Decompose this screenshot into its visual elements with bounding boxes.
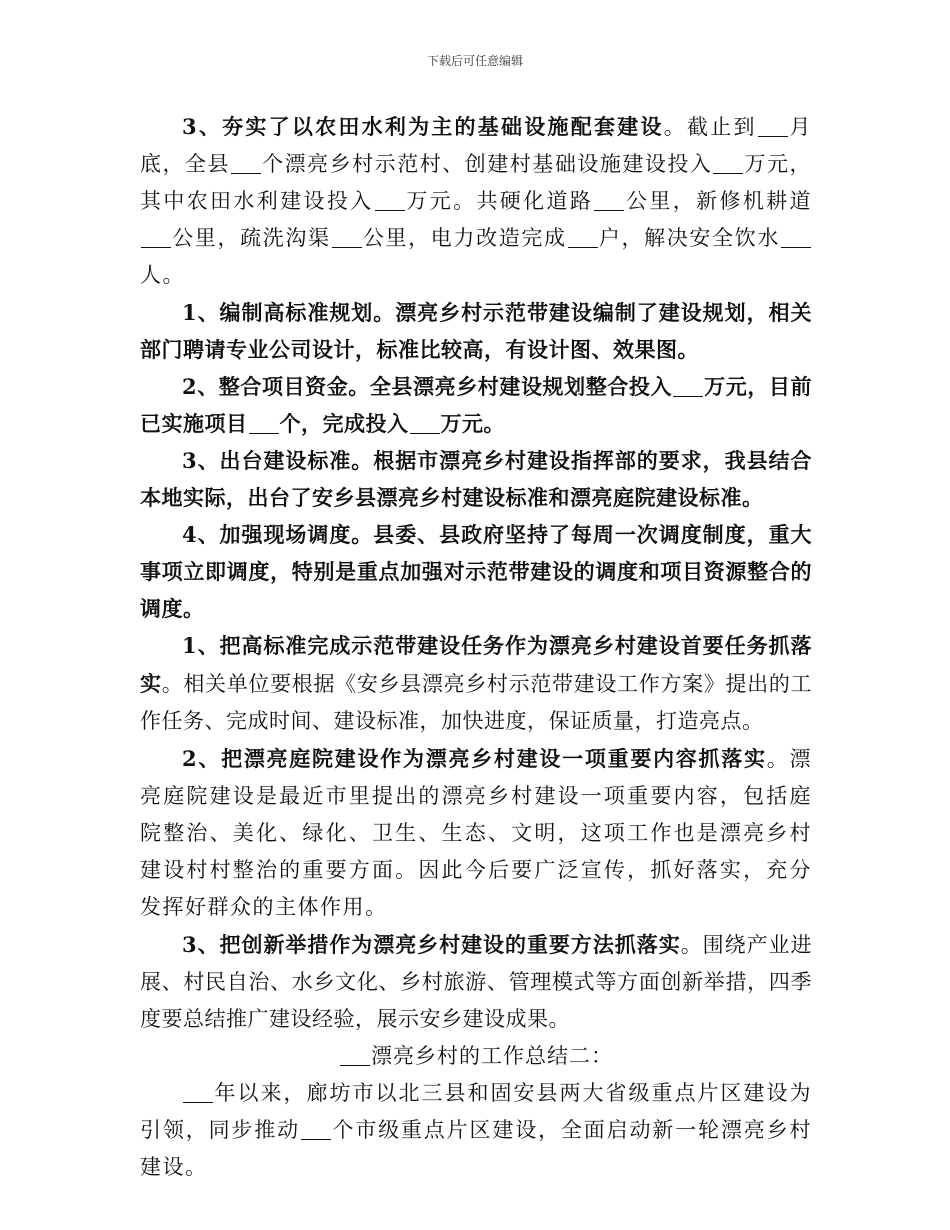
paragraph-text: 。漂亮庭院建设是最近市里提出的漂亮乡村建设一项重要内容，包括庭院整治、美化、绿化、卫生、生态、文明，这项工作也是漂亮乡村建设村村整治的重要方面。因此今后要广泛宣传，抓好落实，充分发挥好群众的主体作用。 [140,747,812,919]
paragraph-standards: 3、出台建设标准。根据市漂亮乡村建设指挥部的要求，我县结合本地实际，出台了安乡县漂亮乡村建设标准和漂亮庭院建设标准。 [140,448,812,510]
section-title-text: 漂亮乡村的工作总结二： [371,1044,613,1068]
page-header: 下载后可任意编辑 [426,54,523,68]
paragraph-text: 万元，目前已实施项目 [140,374,812,436]
paragraph-innovation [140,926,812,1038]
paragraph-heading: 3、夯实了以农田水利为主的基础设施配套建设 [182,114,664,139]
paragraph-text: 个市级重点片区建设，全面启动新一轮漂亮乡村建设。 [140,1118,812,1179]
paragraph-text: 万元，其中农田水利建设投入 [140,152,813,213]
paragraph-text: 万元。共硬化道路 [405,189,594,213]
blank-field [340,1045,370,1066]
paragraph-heading: 3、把创新举措作为漂亮乡村建设的重要方法抓落实 [182,932,681,957]
paragraph-langfang [140,1075,812,1186]
blank-field [713,153,743,174]
paragraph-text: 2、整合项目资金。全县漂亮乡村建设规划整合投入 [182,374,673,399]
paragraph-text: 。围绕产业进展、村民自治、水乡文化、乡村旅游、管理模式等方面创新举措，四季度要总结推广建设经验，展示安乡建设成果。 [140,933,812,1031]
paragraph-text: 户，解决安全饮水 [598,226,781,250]
paragraph-text: 公里，新修机耕道 [625,189,813,213]
paragraph-text: 月底，全县 [140,115,812,176]
blank-field [594,190,624,211]
paragraph-funding [140,368,812,442]
blank-field [301,1119,331,1140]
section-title [140,1038,812,1075]
blank-field [183,1082,213,1103]
blank-field [758,116,788,137]
document-body [140,108,812,1186]
blank-field [375,190,405,211]
paragraph-scheduling: 4、加强现场调度。县委、县政府坚持了每周一次调度制度，重大事项立即调度，特别是重点加强对示范带建设的调度和项目资源整合的调度。 [140,522,812,621]
paragraph-infrastructure [140,108,812,294]
blank-field [568,227,598,248]
paragraph-text: 。截止到 [663,115,757,139]
paragraph-text: 人。 [140,263,185,287]
paragraph-heading: 1、把高标准完成示范带建设任务作为漂亮乡村建设首要任务抓落实 [140,633,812,696]
paragraph-courtyard [140,740,812,926]
paragraph-text: 万元。 [440,411,505,436]
blank-field [673,376,703,397]
paragraph-text: 年以来，廊坊市以北三县和固安县两大省级重点片区建设为引领，同步推动 [140,1081,812,1142]
paragraph-text: 个漂亮乡村示范村、创建村基础设施建设投入 [262,152,713,176]
blank-field [332,227,362,248]
blank-field [410,413,440,434]
paragraph-planning: 1、编制高标准规划。漂亮乡村示范带建设编制了建设规划，相关部门聘请专业公司设计，标准比较高，有设计图、效果图。 [140,300,812,362]
paragraph-text: 公里，疏洗沟渠 [172,226,331,250]
blank-field [141,227,171,248]
blank-field [249,413,279,434]
blank-field [781,227,811,248]
paragraph-demonstration-belt [140,627,812,740]
blank-field [231,153,261,174]
paragraph-text: 。相关单位要根据《安乡县漂亮乡村示范带建设工作方案》提出的工作任务、完成时间、建设标准，加快进度，保证质量，打造亮点。 [140,672,813,733]
paragraph-heading: 2、把漂亮庭院建设作为漂亮乡村建设一项重要内容抓落实 [182,746,767,771]
paragraph-text: 个，完成投入 [279,411,409,436]
paragraph-text: 公里，电力改造完成 [362,226,567,250]
